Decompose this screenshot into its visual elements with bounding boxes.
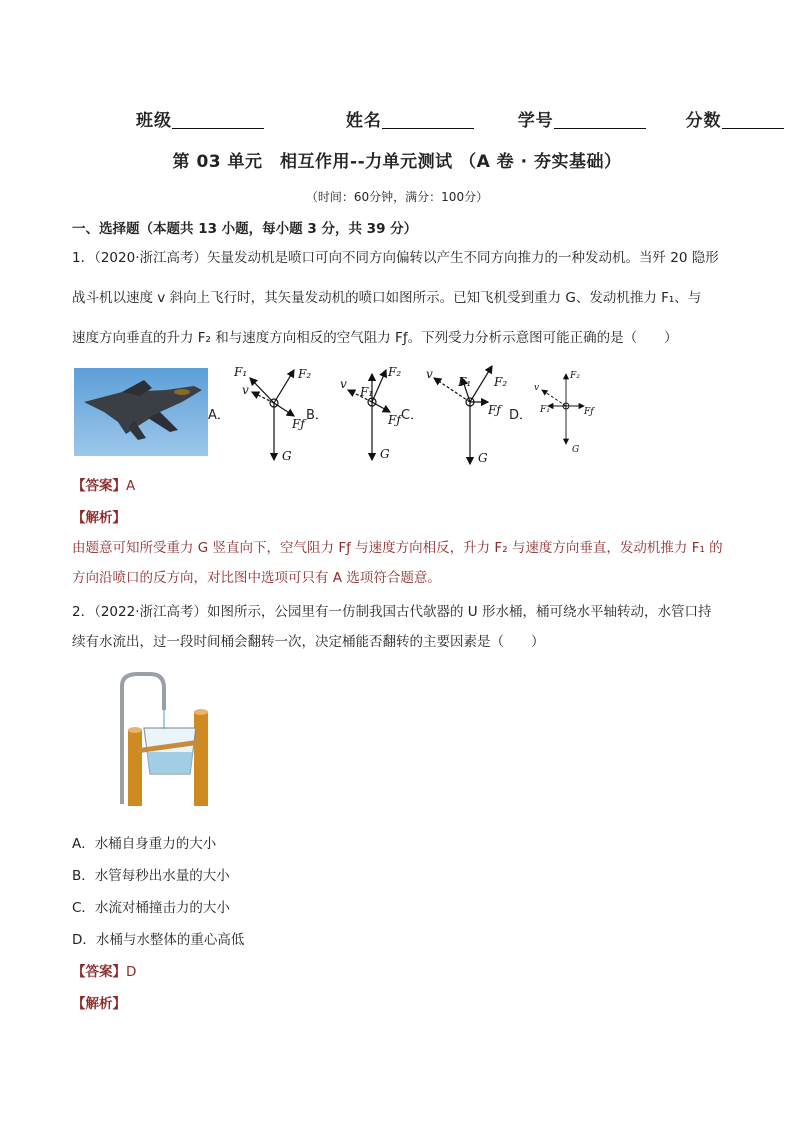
page-title: 第 03 单元 相互作用--力单元测试 （A 卷 · 夯实基础） xyxy=(172,152,622,172)
q1-analysis-line2: 方向沿喷口的反方向，对比图中选项可只有 A 选项符合题意。 xyxy=(72,570,441,586)
c-label-f2: F₂ xyxy=(494,375,508,389)
jet-fighter-image xyxy=(74,368,208,456)
d-label-f1: F₁ xyxy=(540,405,550,415)
q2-option-b[interactable]: B．水管每秒出水量的大小 xyxy=(72,868,230,884)
force-diagrams xyxy=(222,360,602,470)
score-label: 分数 xyxy=(685,111,722,131)
q2-answer-label: 【答案】 xyxy=(72,964,126,980)
c-label-v: v xyxy=(426,367,433,381)
q1-analysis-label: 【解析】 xyxy=(72,510,126,526)
a-label-g: G xyxy=(282,449,292,463)
q1-line3: 速度方向垂直的升力 F₂ 和与速度方向相反的空气阻力 Fƒ。下列受力分析示意图可能正确的是（ ） xyxy=(72,330,678,346)
score-field[interactable] xyxy=(722,110,784,129)
b-label-g: G xyxy=(380,447,390,461)
q2-option-a[interactable]: A．水桶自身重力的大小 xyxy=(72,836,217,852)
b-label-f1: F₁ xyxy=(360,385,374,399)
bucket-figure xyxy=(106,668,216,806)
d-label-ff: Fƒ xyxy=(584,407,594,417)
b-label-v: v xyxy=(340,377,347,391)
d-label-f2: F₂ xyxy=(570,371,580,381)
d-label-g: G xyxy=(572,445,580,455)
diagram-a xyxy=(250,370,294,460)
name-field[interactable] xyxy=(382,110,474,129)
q2-option-c[interactable]: C．水流对桶撞击力的大小 xyxy=(72,900,230,916)
q2-option-d[interactable]: D．水桶与水整体的重心高低 xyxy=(72,932,245,948)
page-subtitle: （时间：60分钟，满分：100分） xyxy=(305,190,489,204)
q1-option-c[interactable]: C． xyxy=(401,408,424,423)
name-label: 姓名 xyxy=(345,111,382,131)
a-label-f2: F₂ xyxy=(298,367,312,381)
a-label-v: v xyxy=(242,383,249,397)
q1-option-b[interactable]: B． xyxy=(306,408,328,423)
class-label: 班级 xyxy=(136,111,172,131)
q1-option-d[interactable]: D． xyxy=(509,408,533,423)
q1-answer xyxy=(72,474,135,494)
q1-answer-label: 【答案】 xyxy=(72,478,126,494)
a-label-ff: Fƒ xyxy=(292,417,305,431)
q2-line1: 2．（2022·浙江高考）如图所示，公园里有一仿制我国古代欹器的 U 形水桶，桶可绕水平轴转动，水管口持 xyxy=(72,604,712,620)
q2-line2: 续有水流出，过一段时间桶会翻转一次，决定桶能否翻转的主要因素是（ ） xyxy=(72,634,545,650)
section-heading: 一、选择题（本题共 13 小题，每小题 3 分，共 39 分） xyxy=(72,221,418,237)
b-label-ff: Fƒ xyxy=(388,413,401,427)
q2-answer xyxy=(72,960,136,980)
q1-option-a[interactable]: A． xyxy=(208,408,230,423)
class-field[interactable] xyxy=(172,110,264,129)
q1-line2: 战斗机以速度 v 斜向上飞行时，其矢量发动机的喷口如图所示。已知飞机受到重力 G、发动机推力 F₁、与 xyxy=(72,290,702,306)
b-label-f2: F₂ xyxy=(388,365,402,379)
a-label-f1: F₁ xyxy=(234,365,248,379)
d-label-v: v xyxy=(534,383,540,393)
student-info-header xyxy=(136,106,784,131)
q1-answer-value: A xyxy=(126,478,136,494)
c-label-ff: Fƒ xyxy=(488,403,501,417)
c-label-f1: F₁ xyxy=(458,375,472,389)
q2-analysis-label: 【解析】 xyxy=(72,996,126,1012)
q1-line1: 1．（2020·浙江高考）矢量发动机是喷口可向不同方向偏转以产生不同方向推力的一种发动机。当歼 20 隐形 xyxy=(72,250,719,266)
id-label: 学号 xyxy=(517,111,554,131)
id-field[interactable] xyxy=(554,110,646,129)
q1-analysis-line1: 由题意可知所受重力 G 竖直向下，空气阻力 Fƒ 与速度方向相反，升力 F₂ 与速度方向垂直，发动机推力 F₁ 的 xyxy=(72,540,723,556)
c-label-g: G xyxy=(478,451,488,465)
q2-answer-value: D xyxy=(126,964,137,980)
